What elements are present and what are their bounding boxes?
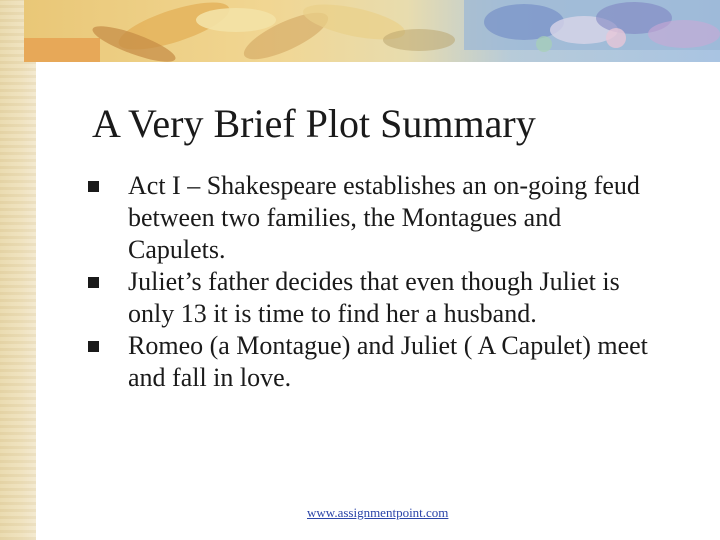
bullet-item [88, 170, 648, 266]
floral-banner-image [24, 0, 720, 62]
square-bullet-icon [88, 277, 99, 288]
bullet-text: Act I – Shakespeare establishes an on-going feud between two families, the Montagues and Capulets. [128, 171, 640, 264]
bullet-text: Romeo (a Montague) and Juliet ( A Capulet) meet and fall in love. [128, 331, 648, 392]
footer-website-link[interactable]: www.assignmentpoint.com [307, 505, 449, 520]
parchment-left-background [0, 0, 36, 540]
bullet-list [88, 170, 648, 394]
square-bullet-icon [88, 181, 99, 192]
square-bullet-icon [88, 341, 99, 352]
slide-title: A Very Brief Plot Summary [92, 101, 536, 146]
bullet-item [88, 266, 648, 330]
bullet-item [88, 330, 648, 394]
bullet-text: Juliet’s father decides that even though Juliet is only 13 it is time to find her a husband. [128, 267, 620, 328]
